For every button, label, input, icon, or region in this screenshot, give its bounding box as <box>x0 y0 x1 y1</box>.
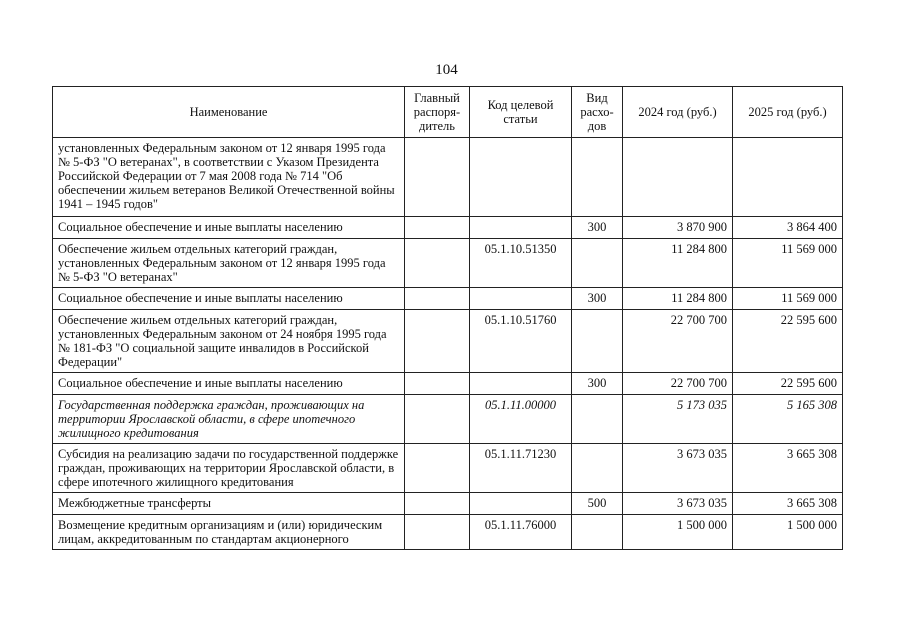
table-header-row <box>53 87 843 138</box>
row-expense-type <box>572 138 623 217</box>
table-row <box>53 515 843 550</box>
row-amount-2024: 3 870 900 <box>623 217 733 239</box>
row-amount-2024: 3 673 035 <box>623 444 733 493</box>
row-expense-type <box>572 444 623 493</box>
row-code: 05.1.11.71230 <box>470 444 572 493</box>
header-target-code: Код целевой статьи <box>470 87 572 138</box>
row-amount-2025: 3 665 308 <box>733 444 843 493</box>
header-expense-type: Вид расхо-дов <box>572 87 623 138</box>
row-name: Социальное обеспечение и иные выплаты населению <box>53 288 405 310</box>
row-amount-2024: 1 500 000 <box>623 515 733 550</box>
row-name: Обеспечение жильем отдельных категорий граждан, установленных Федеральным законом от 24 ноября 1995 года № 181-ФЗ "О социальной защите инвалидов в Российской Федерации" <box>53 310 405 373</box>
header-year-2024: 2024 год (руб.) <box>623 87 733 138</box>
table-row <box>53 288 843 310</box>
row-code: 05.1.10.51760 <box>470 310 572 373</box>
budget-table <box>52 86 843 550</box>
row-amount-2024: 22 700 700 <box>623 310 733 373</box>
row-expense-type: 300 <box>572 373 623 395</box>
table-row <box>53 239 843 288</box>
table-row <box>53 217 843 239</box>
row-amount-2025: 1 500 000 <box>733 515 843 550</box>
row-expense-type <box>572 395 623 444</box>
row-name: Социальное обеспечение и иные выплаты населению <box>53 373 405 395</box>
table-row <box>53 373 843 395</box>
row-main-admin <box>405 493 470 515</box>
row-amount-2025: 5 165 308 <box>733 395 843 444</box>
row-code: 05.1.10.51350 <box>470 239 572 288</box>
row-expense-type: 300 <box>572 288 623 310</box>
row-amount-2024: 11 284 800 <box>623 288 733 310</box>
row-amount-2024: 11 284 800 <box>623 239 733 288</box>
page-number: 104 <box>435 62 458 78</box>
row-main-admin <box>405 395 470 444</box>
row-main-admin <box>405 217 470 239</box>
row-code <box>470 493 572 515</box>
header-main-admin: Главный распоря-дитель <box>405 87 470 138</box>
table-row <box>53 395 843 444</box>
row-name: Возмещение кредитным организациям и (или) юридическим лицам, аккредитованным по стандартам акционерного <box>53 515 405 550</box>
row-amount-2024 <box>623 138 733 217</box>
row-code: 05.1.11.00000 <box>470 395 572 444</box>
header-name: Наименование <box>53 87 405 138</box>
row-code: 05.1.11.76000 <box>470 515 572 550</box>
row-main-admin <box>405 310 470 373</box>
row-expense-type: 500 <box>572 493 623 515</box>
row-expense-type <box>572 515 623 550</box>
row-main-admin <box>405 288 470 310</box>
row-main-admin <box>405 138 470 217</box>
row-code <box>470 288 572 310</box>
header-year-2025: 2025 год (руб.) <box>733 87 843 138</box>
row-amount-2025: 3 665 308 <box>733 493 843 515</box>
row-main-admin <box>405 444 470 493</box>
row-amount-2025: 3 864 400 <box>733 217 843 239</box>
row-code <box>470 373 572 395</box>
row-amount-2024: 5 173 035 <box>623 395 733 444</box>
row-name: Обеспечение жильем отдельных категорий граждан, установленных Федеральным законом от 12 января 1995 года № 5-ФЗ "О ветеранах" <box>53 239 405 288</box>
row-name: Социальное обеспечение и иные выплаты населению <box>53 217 405 239</box>
row-code <box>470 138 572 217</box>
row-code <box>470 217 572 239</box>
row-main-admin <box>405 239 470 288</box>
row-expense-type <box>572 239 623 288</box>
table-row <box>53 493 843 515</box>
row-amount-2025: 22 595 600 <box>733 373 843 395</box>
row-amount-2025 <box>733 138 843 217</box>
row-amount-2025: 22 595 600 <box>733 310 843 373</box>
row-amount-2025: 11 569 000 <box>733 239 843 288</box>
row-name: Межбюджетные трансферты <box>53 493 405 515</box>
row-expense-type: 300 <box>572 217 623 239</box>
row-amount-2024: 22 700 700 <box>623 373 733 395</box>
table-row <box>53 444 843 493</box>
row-main-admin <box>405 515 470 550</box>
row-amount-2024: 3 673 035 <box>623 493 733 515</box>
row-main-admin <box>405 373 470 395</box>
row-name: Субсидия на реализацию задачи по государственной поддержке граждан, проживающих на территории Ярославской области, в сфере ипотечного жилищного кредитования <box>53 444 405 493</box>
table-row <box>53 138 843 217</box>
row-expense-type <box>572 310 623 373</box>
table-row <box>53 310 843 373</box>
row-name: Государственная поддержка граждан, проживающих на территории Ярославской области, в сфере ипотечного жилищного кредитования <box>53 395 405 444</box>
row-name: установленных Федеральным законом от 12 января 1995 года № 5-ФЗ "О ветеранах", в соответствии с Указом Президента Российской Федерации от 7 мая 2008 года № 714 "Об обеспечении жильем ветеранов Великой Отечественной войны 1941 – 1945 годов" <box>53 138 405 217</box>
row-amount-2025: 11 569 000 <box>733 288 843 310</box>
